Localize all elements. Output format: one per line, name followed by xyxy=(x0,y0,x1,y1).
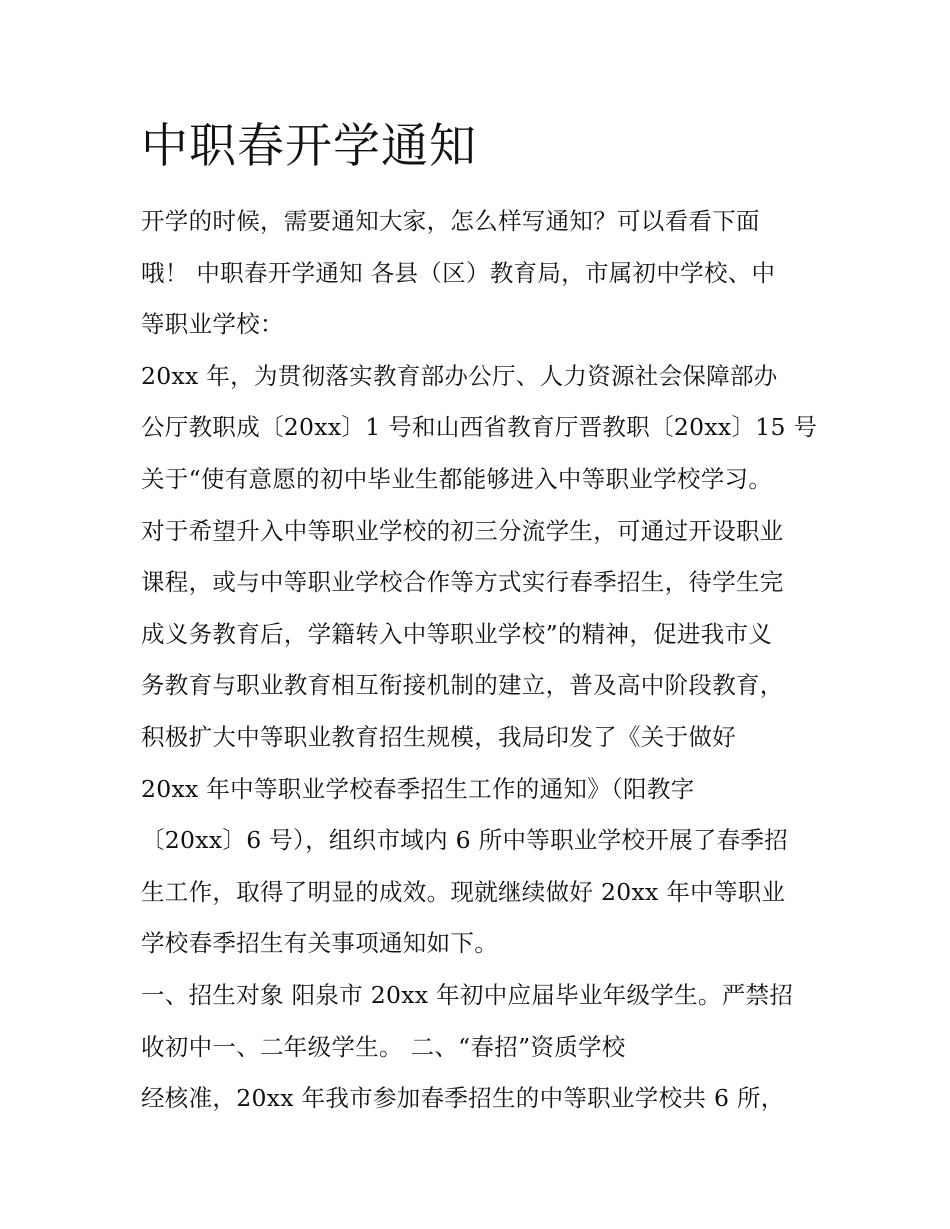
body-line: 课程，或与中等职业学校合作等方式实行春季招生，待学生完 xyxy=(141,568,784,597)
body-line: 成义务教育后，学籍转入中等职业学校”的精神，促进我市义 xyxy=(141,619,773,648)
body-line: 务教育与职业教育相互衔接机制的建立，普及高中阶段教育， xyxy=(141,671,784,700)
document-title: 中职春开学通知 xyxy=(141,119,477,174)
body-line: 20xx 年中等职业学校春季招生工作的通知》（阳教字 xyxy=(141,774,695,803)
body-line: 哦！ 中职春开学通知 各县（区）教育局，市属初中学校、中 xyxy=(141,258,776,287)
body-line: 开学的时候，需要通知大家，怎么样写通知？可以看看下面 xyxy=(141,207,760,235)
body-line: 关于“使有意愿的初中毕业生都能够进入中等职业学校学习。 xyxy=(141,464,773,493)
body-line: 收初中一、二年级学生。 二、“春招”资质学校 xyxy=(141,1032,626,1061)
document-body xyxy=(141,196,821,1125)
body-line: 对于希望升入中等职业学校的初三分流学生，可通过开设职业 xyxy=(141,516,784,545)
body-line: 生工作，取得了明显的成效。现就继续做好 20xx 年中等职业 xyxy=(141,877,786,906)
body-line: 积极扩大中等职业教育招生规模，我局印发了《关于做好 xyxy=(141,722,736,751)
body-line: 公厅教职成〔20xx〕1 号和山西省教育厅晋教职〔20xx〕15 号 xyxy=(141,413,818,442)
body-line: 一、招生对象 阳泉市 20xx 年初中应届毕业年级学生。严禁招 xyxy=(141,980,794,1009)
body-line: 经核准，20xx 年我市参加春季招生的中等职业学校共 6 所， xyxy=(141,1084,785,1113)
body-line: 等职业学校： xyxy=(141,310,284,339)
body-line: 〔20xx〕6 号），组织市域内 6 所中等职业学校开展了春季招 xyxy=(141,826,789,855)
body-line: 20xx 年，为贯彻落实教育部办公厅、人力资源社会保障部办 xyxy=(141,361,778,390)
body-line: 学校春季招生有关事项通知如下。 xyxy=(141,929,498,958)
